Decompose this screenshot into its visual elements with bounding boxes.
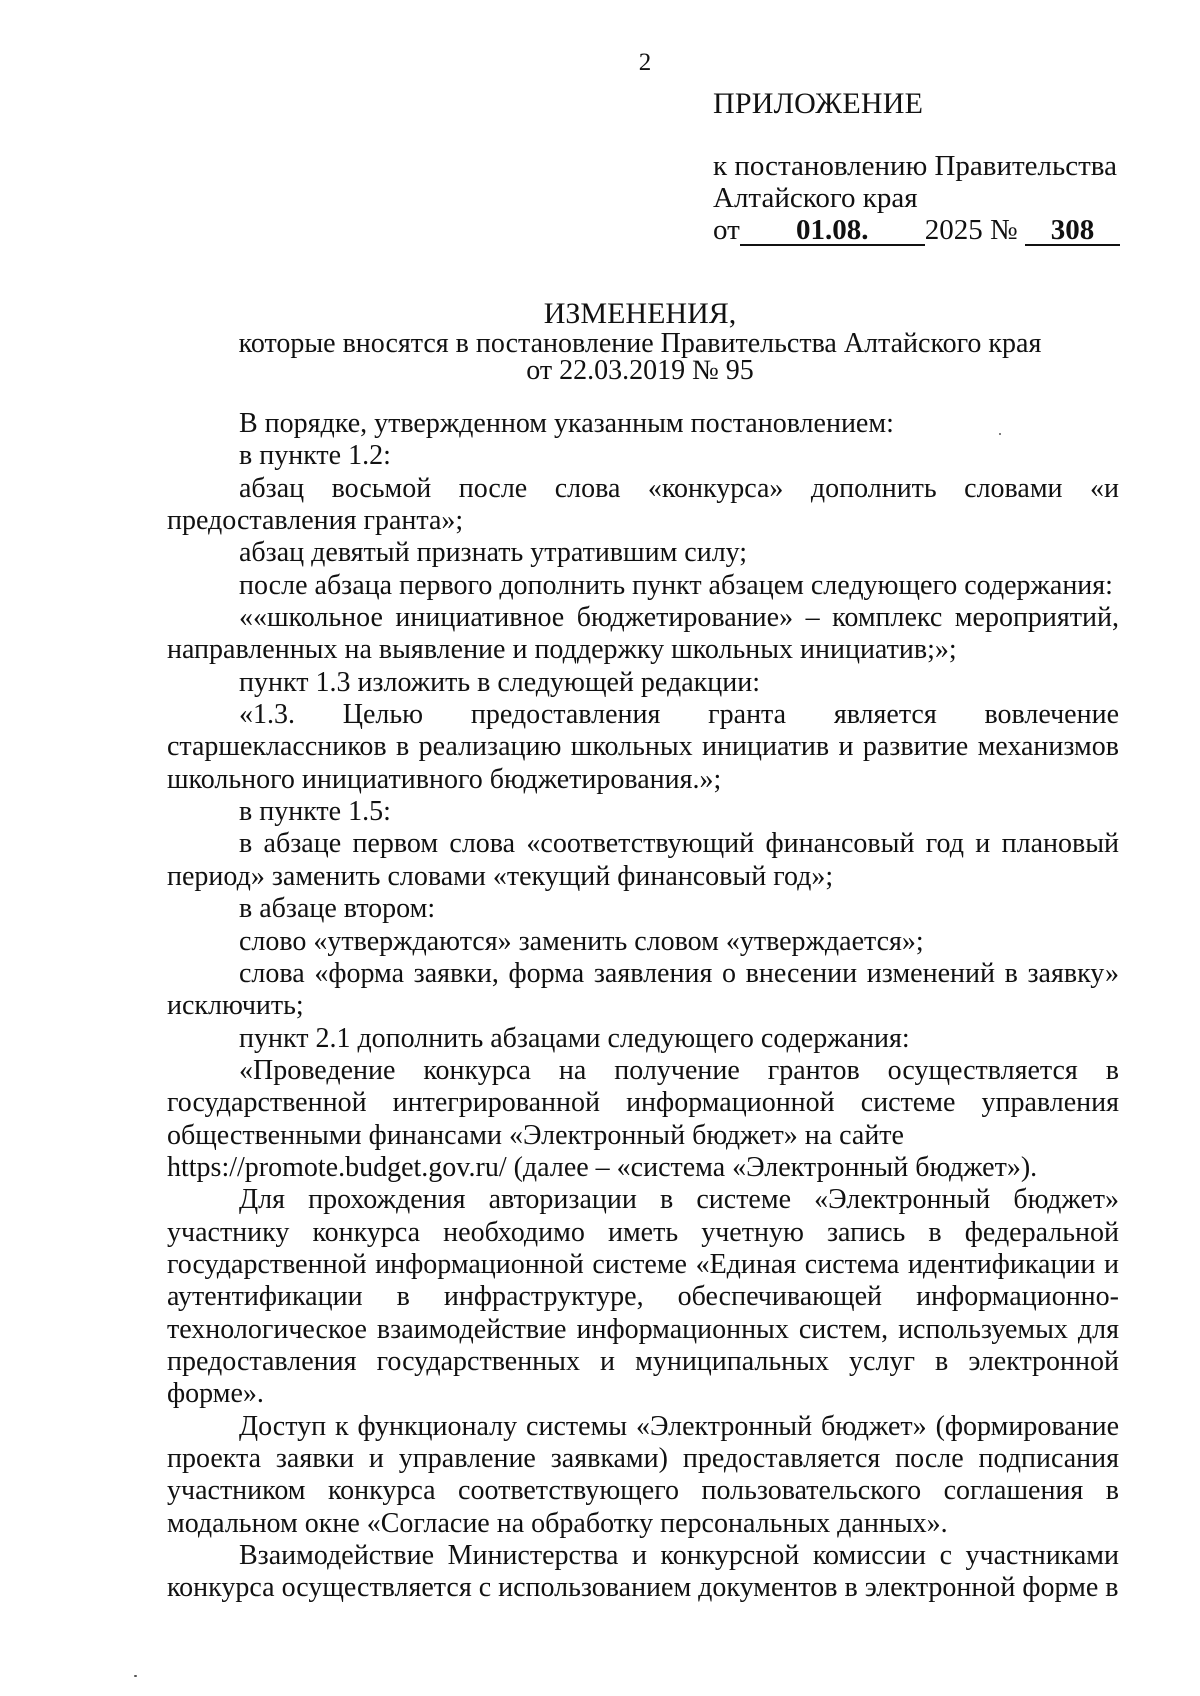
- appendix-title: ПРИЛОЖЕНИЕ: [713, 87, 924, 120]
- paragraph-url-line: https://promote.budget.gov.ru/ (далее – «система «Электронный бюджет»).: [167, 1151, 1038, 1183]
- scan-speck: [999, 433, 1001, 435]
- decree-number: 308: [1025, 217, 1120, 246]
- appendix-date-line: [713, 214, 1153, 246]
- appendix-line-2: Алтайского края: [713, 182, 918, 214]
- heading-line-2: от 22.03.2019 № 95: [526, 355, 754, 386]
- page-number: 2: [638, 49, 652, 76]
- heading-line-1: которые вносятся в постановление Правительства Алтайского края: [238, 328, 1042, 359]
- paragraph: пункт 1.3 изложить в следующей редакции:: [239, 666, 760, 698]
- paragraph: в пункте 1.2:: [239, 440, 391, 472]
- document-heading: [160, 297, 1120, 386]
- paragraph: пункт 2.1 дополнить абзацами следующего содержания:: [239, 1022, 910, 1054]
- paragraph: «1.3. Целью предоставления гранта является вовлечение старшеклассников в реализацию школьных инициатив и развитие механизмов школьного инициативного бюджетирования.»;: [167, 699, 1119, 795]
- decree-date: 01.08.: [740, 217, 925, 246]
- paragraph: ««школьное инициативное бюджетирование» – комплекс мероприятий, направленных на выявление и поддержку школьных инициатив;»;: [167, 602, 1119, 666]
- paragraph: слово «утверждаются» заменить словом «утверждается»;: [239, 925, 924, 957]
- decree-year: 2025 №: [924, 214, 1018, 246]
- appendix-line-1: к постановлению Правительства: [713, 150, 1117, 182]
- paragraph: В порядке, утвержденном указанным постановлением:: [239, 408, 894, 439]
- scan-speck: [134, 1675, 137, 1677]
- document-body: [167, 408, 1119, 1605]
- paragraph: Доступ к функционалу системы «Электронный бюджет» (формирование проекта заявки и управление заявками) предоставляется после подписания участником конкурса соответствующего пользовательского соглашения в модальном окне «Согласие на обработку персональных данных».: [167, 1410, 1119, 1539]
- paragraph: Для прохождения авторизации в системе «Электронный бюджет» участнику конкурса необходимо иметь учетную запись в федеральной государственной информационной системе «Единая система идентификации и аутентификации в инфраструктуре, обеспечивающей информационно-технологическое взаимодействие информационных систем, используемых для предоставления государственных и муниципальных услуг в электронной форме».: [167, 1184, 1119, 1410]
- paragraph: после абзаца первого дополнить пункт абзацем следующего содержания:: [239, 569, 1113, 601]
- paragraph: «Проведение конкурса на получение грантов осуществляется в государственной интегрированной информационной системе управления общественными финансами «Электронный бюджет» на сайте: [167, 1054, 1119, 1151]
- paragraph: Взаимодействие Министерства и конкурсной комиссии с участниками конкурса осуществляется с использованием документов в электронной форме в: [167, 1540, 1119, 1604]
- paragraph: абзац восьмой после слова «конкурса» дополнить словами «и предоставления гранта»;: [167, 472, 1119, 537]
- paragraph: в абзаце втором:: [239, 893, 436, 925]
- appendix-block: [713, 88, 1153, 246]
- paragraph: слова «форма заявки, форма заявления о внесении изменений в заявку» исключить;: [167, 957, 1119, 1022]
- date-prefix: от: [713, 214, 740, 246]
- paragraph: в пункте 1.5:: [239, 796, 391, 828]
- heading-title: ИЗМЕНЕНИЯ,: [543, 297, 737, 330]
- paragraph: в абзаце первом слова «соответствующий финансовый год и плановый период» заменить словами «текущий финансовый год»;: [167, 828, 1119, 892]
- paragraph: абзац девятый признать утратившим силу;: [239, 537, 748, 569]
